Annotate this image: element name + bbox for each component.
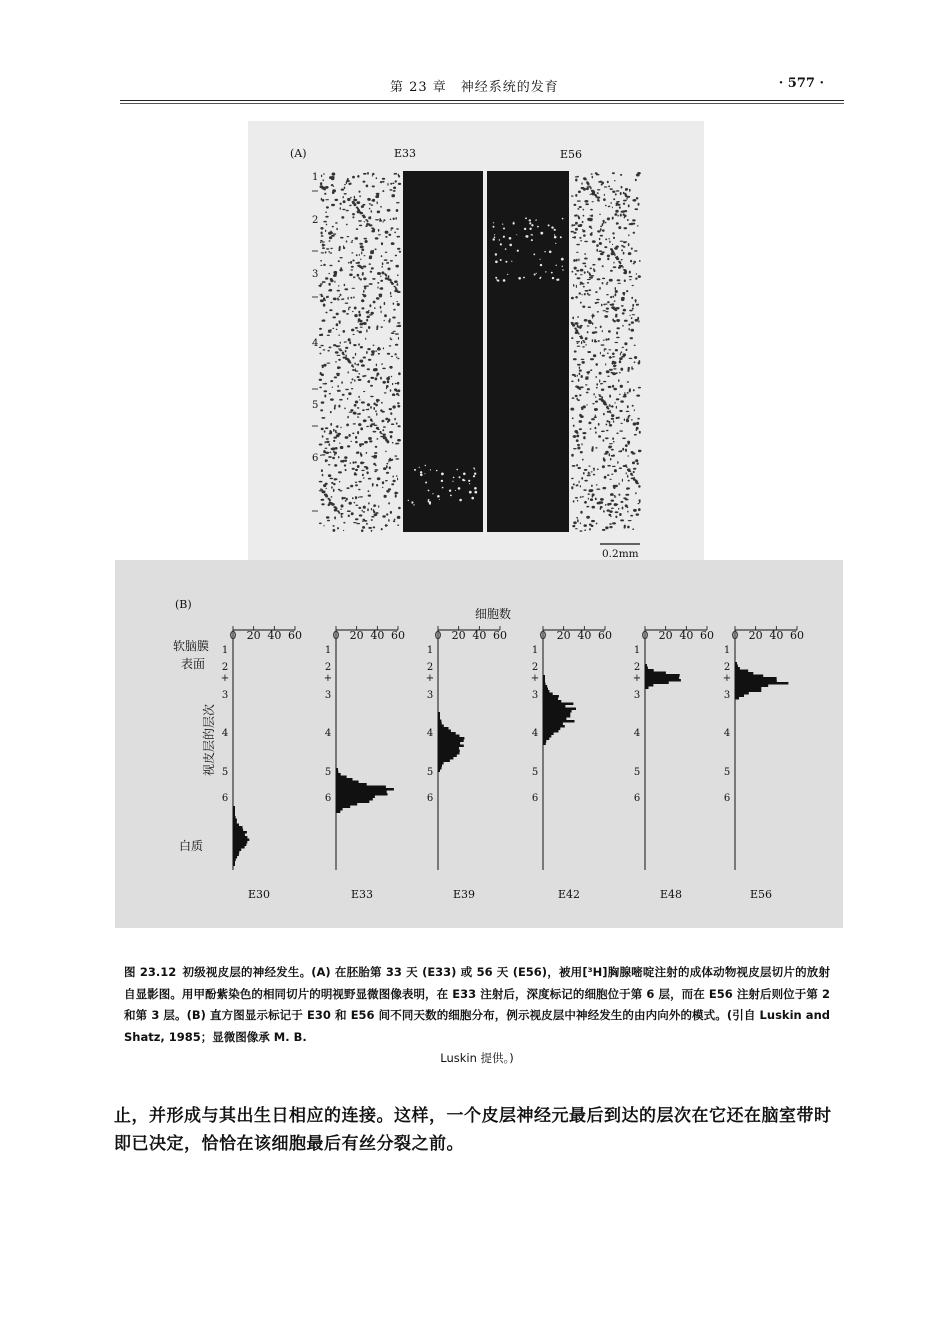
layer-label: 3 xyxy=(531,690,539,701)
histogram-bar xyxy=(438,727,449,730)
histogram-bar xyxy=(438,765,442,768)
x-tick-label: 60 xyxy=(288,629,302,642)
caption-label: 图 23.12 xyxy=(124,965,177,979)
histogram-bar xyxy=(336,773,341,776)
histogram-bar xyxy=(543,708,576,711)
histogram-bar xyxy=(543,678,545,681)
histogram-bar xyxy=(543,693,553,696)
histogram-bar xyxy=(336,808,343,811)
x-tick-label: 60 xyxy=(598,629,612,642)
histogram-e56 xyxy=(723,626,804,901)
layer-label: 6 xyxy=(633,793,641,804)
layer-label: 5 xyxy=(531,767,539,778)
histogram-bar xyxy=(543,730,559,733)
layer-tick-2: 2 xyxy=(312,215,319,226)
x-tick-label: 20 xyxy=(451,629,466,642)
histogram-bar xyxy=(543,703,573,706)
layer-label: 4 xyxy=(426,728,434,739)
layer-label: + xyxy=(220,673,230,684)
figure-a-label-e56: E56 xyxy=(560,148,583,161)
histogram-bar xyxy=(438,730,451,733)
layer-label: 6 xyxy=(324,793,332,804)
histogram-bar xyxy=(438,725,444,728)
layer-label: 3 xyxy=(221,690,229,701)
histogram-bar xyxy=(735,662,737,665)
x-tick-label: 40 xyxy=(267,629,282,642)
histogram-bar xyxy=(233,821,237,824)
page-number: · 577 · xyxy=(778,76,824,91)
histogram-bar xyxy=(336,798,373,801)
histogram-bar xyxy=(735,697,739,700)
histogram-bar xyxy=(438,770,440,773)
layer-label: 1 xyxy=(324,645,332,656)
layer-label: + xyxy=(632,673,642,684)
histogram-bar xyxy=(543,740,546,743)
layer-label: 5 xyxy=(426,767,434,778)
figure-caption xyxy=(124,962,830,1070)
histogram-bar xyxy=(543,718,566,721)
histogram-bar xyxy=(336,803,357,806)
x-tick-label: 40 xyxy=(472,629,487,642)
histogram-bar xyxy=(735,687,761,690)
series-label-e39: E39 xyxy=(452,888,476,901)
histogram-bar xyxy=(233,864,235,867)
histogram-bar xyxy=(543,680,545,683)
histogram-bar xyxy=(543,698,558,701)
layer-label: 1 xyxy=(426,645,434,656)
x-tick-label: 0 xyxy=(539,629,547,642)
autoradiograph-e33 xyxy=(403,171,483,532)
histogram-bar xyxy=(543,728,560,731)
histogram-bar xyxy=(438,715,440,718)
layer-tick-1: 1 xyxy=(312,172,319,183)
histogram-bar xyxy=(336,776,347,779)
x-tick-label: 20 xyxy=(658,629,673,642)
histogram-bar xyxy=(336,796,375,799)
histogram-bar xyxy=(336,791,387,794)
histogram-bar xyxy=(645,679,681,682)
histogram-bar xyxy=(735,695,744,698)
figure-a-micrograph xyxy=(248,121,704,560)
histogram-e30 xyxy=(221,626,302,901)
caption-last-line: Luskin 提供。) xyxy=(440,1051,514,1065)
page-header xyxy=(120,76,844,100)
histogram-bar xyxy=(336,801,369,804)
x-tick-label: 0 xyxy=(434,629,442,642)
histogram-bar xyxy=(735,675,763,678)
x-tick-label: 20 xyxy=(556,629,571,642)
histogram-bar xyxy=(233,841,247,844)
histogram-bar xyxy=(543,723,563,726)
histogram-bar xyxy=(645,677,679,680)
header-rule-secondary xyxy=(120,103,844,104)
histogram-bar xyxy=(233,836,247,839)
histogram-bar xyxy=(543,733,554,736)
histogram-bar xyxy=(336,786,386,789)
histogram-bar xyxy=(233,814,235,817)
histogram-bar xyxy=(543,743,546,746)
x-tick-label: 0 xyxy=(332,629,340,642)
layer-label: 1 xyxy=(633,645,641,656)
layer-label: + xyxy=(323,673,333,684)
histogram-bar xyxy=(438,732,456,735)
histogram-bar xyxy=(233,861,235,864)
x-tick-label: 60 xyxy=(700,629,714,642)
histogram-bar xyxy=(543,735,551,738)
histogram-bar xyxy=(645,669,654,672)
histogram-bar xyxy=(438,767,442,770)
histogram-bar xyxy=(233,859,236,862)
layer-label: 1 xyxy=(531,645,539,656)
layer-label: 6 xyxy=(221,793,229,804)
histogram-bar xyxy=(438,722,442,725)
histogram-bar xyxy=(438,720,441,723)
histogram-bar xyxy=(438,755,457,758)
layer-label: 4 xyxy=(324,728,332,739)
layer-label: 6 xyxy=(723,793,731,804)
histogram-bar xyxy=(543,695,559,698)
x-axis-title: 细胞数 xyxy=(475,607,512,621)
histogram-bar xyxy=(233,851,239,854)
histogram-bar xyxy=(233,809,235,812)
histogram-bar xyxy=(645,674,680,677)
layer-tick-4: 4 xyxy=(312,338,319,349)
x-tick-label: 60 xyxy=(790,629,804,642)
histogram-bar xyxy=(233,811,235,814)
histogram-bar xyxy=(735,677,777,680)
histogram-bar xyxy=(735,682,788,685)
histogram-bar xyxy=(233,831,247,834)
histogram-bar xyxy=(543,700,561,703)
x-tick-label: 40 xyxy=(769,629,784,642)
layer-tick-5: 5 xyxy=(312,400,319,411)
series-label-e30: E30 xyxy=(247,888,271,901)
stained-section-left xyxy=(318,172,401,532)
x-tick-label: 0 xyxy=(731,629,739,642)
histogram-bar xyxy=(233,834,245,837)
layer-label: 6 xyxy=(426,793,434,804)
x-tick-label: 40 xyxy=(577,629,592,642)
layer-label: + xyxy=(722,673,732,684)
body-paragraph: 止，并形成与其出生日相应的连接。这样，一个皮层神经元最后到达的层次在它还在脑室带时即已决定，恰恰在该细胞最后有丝分裂之前。 xyxy=(114,1106,832,1154)
histogram-bar xyxy=(233,819,237,822)
scale-bar-label: 0.2mm xyxy=(602,548,639,560)
histogram-e42 xyxy=(531,626,612,901)
histogram-bar xyxy=(438,757,453,760)
histogram-bar xyxy=(645,672,666,675)
histogram-bar xyxy=(543,738,549,741)
x-tick-label: 0 xyxy=(641,629,649,642)
histogram-bar xyxy=(233,806,235,809)
histogram-bar xyxy=(735,690,761,693)
histogram-bar xyxy=(543,713,570,716)
histogram-bar xyxy=(233,844,246,847)
histogram-bar xyxy=(438,735,460,738)
histogram-bar xyxy=(645,667,648,670)
histogram-bar xyxy=(735,680,777,683)
layer-tick-6: 6 xyxy=(312,453,319,464)
histogram-bar xyxy=(336,811,340,814)
histogram-e39 xyxy=(426,626,507,901)
layer-label: 4 xyxy=(531,728,539,739)
layer-label: 4 xyxy=(633,728,641,739)
layer-label: + xyxy=(530,673,540,684)
autoradiograph-e56 xyxy=(487,171,569,532)
histogram-bar xyxy=(438,737,464,740)
histogram-bar xyxy=(735,692,749,695)
histogram-bar xyxy=(543,683,546,686)
histogram-bar xyxy=(336,783,367,786)
x-tick-label: 20 xyxy=(246,629,261,642)
chapter-title: 第 23 章 神经系统的发育 xyxy=(390,80,559,95)
histogram-bar xyxy=(336,771,338,774)
histogram-e33 xyxy=(324,626,405,901)
histogram-bar xyxy=(543,710,572,713)
histogram-bar xyxy=(735,670,748,673)
histogram-bar xyxy=(336,778,353,781)
histogram-bar xyxy=(735,672,753,675)
histogram-bar xyxy=(543,725,565,728)
layer-label: 6 xyxy=(531,793,539,804)
histogram-bar xyxy=(543,705,565,708)
layer-label: 3 xyxy=(633,690,641,701)
histogram-bar xyxy=(233,846,245,849)
histogram-e48 xyxy=(633,626,714,901)
figure-b-panel-label: (B) xyxy=(175,598,192,611)
series-label-e48: E48 xyxy=(659,888,683,901)
histogram-bar xyxy=(336,806,350,809)
layer-label: + xyxy=(425,673,435,684)
layer-label: 5 xyxy=(221,767,229,778)
histogram-bar xyxy=(233,856,237,859)
x-tick-label: 20 xyxy=(748,629,763,642)
histogram-bar xyxy=(233,826,243,829)
x-tick-label: 40 xyxy=(679,629,694,642)
histogram-bar xyxy=(438,752,460,755)
histogram-bar xyxy=(438,747,459,750)
layer-tick-3: 3 xyxy=(312,269,319,280)
histogram-bar xyxy=(438,742,460,745)
layer-label: 3 xyxy=(324,690,332,701)
series-label-e33: E33 xyxy=(350,888,374,901)
layer-label: 5 xyxy=(324,767,332,778)
layer-label: 5 xyxy=(633,767,641,778)
histogram-bar xyxy=(438,712,440,715)
layer-label: 2 xyxy=(633,662,641,673)
x-tick-label: 60 xyxy=(391,629,405,642)
layer-label: 5 xyxy=(723,767,731,778)
histogram-bar xyxy=(735,665,738,668)
histogram-bar xyxy=(438,762,444,765)
x-tick-label: 0 xyxy=(229,629,237,642)
pia-label-line2: 表面 xyxy=(181,657,206,671)
histogram-bar xyxy=(233,829,243,832)
histogram-bar xyxy=(543,690,549,693)
histogram-bar xyxy=(645,664,647,667)
x-tick-label: 40 xyxy=(370,629,385,642)
histogram-bar xyxy=(336,788,394,791)
histogram-bar xyxy=(438,760,450,763)
layer-label: 3 xyxy=(426,690,434,701)
histogram-bar xyxy=(735,685,768,688)
histogram-bar xyxy=(336,768,338,771)
figure-a-label-e33: E33 xyxy=(394,147,417,160)
histogram-bar xyxy=(438,740,464,743)
histogram-bar xyxy=(233,849,241,852)
x-tick-label: 60 xyxy=(493,629,507,642)
histogram-bar xyxy=(645,687,649,690)
histogram-bar xyxy=(543,715,570,718)
layer-label: 1 xyxy=(221,645,229,656)
histogram-bar xyxy=(438,745,464,748)
histogram-bar xyxy=(233,839,249,842)
layer-label: 3 xyxy=(723,690,731,701)
histogram-bar xyxy=(543,720,575,723)
histogram-bar xyxy=(543,685,547,688)
layer-label: 2 xyxy=(324,662,332,673)
series-label-e56: E56 xyxy=(749,888,773,901)
layer-label: 4 xyxy=(221,728,229,739)
histogram-bar xyxy=(336,793,388,796)
histogram-bar xyxy=(336,781,359,784)
histogram-bar xyxy=(543,675,545,678)
histogram-bar xyxy=(645,684,653,687)
histogram-bar xyxy=(735,667,740,670)
figure-b-histograms xyxy=(115,560,843,928)
layer-label: 1 xyxy=(723,645,731,656)
x-tick-label: 20 xyxy=(349,629,364,642)
histogram-bar xyxy=(645,682,669,685)
layer-label: 2 xyxy=(221,662,229,673)
pia-label-line1: 软脑膜 xyxy=(173,639,210,653)
series-label-e42: E42 xyxy=(557,888,581,901)
layer-label: 2 xyxy=(531,662,539,673)
histogram-bar xyxy=(438,717,440,720)
stained-section-right xyxy=(570,172,641,532)
header-rule xyxy=(120,100,844,101)
y-axis-title: 视皮层的层次 xyxy=(202,703,216,777)
histogram-bar xyxy=(233,824,239,827)
histogram-bar xyxy=(438,750,460,753)
layer-label: 2 xyxy=(426,662,434,673)
histogram-bar xyxy=(233,816,236,819)
caption-text: 初级视皮层的神经发生。(A) 在胚胎第 33 天 (E33) 或 56 天 (E56)，被用[³H]胸腺嘧啶注射的成体动物视皮层切片的放射自显影图。用甲酚紫染色的相同切片的明视野显微图像表明，在 E33 注射后，深度标记的细胞位于第 6 层，而在 E56 注射后则位于第 2 和第 3 层。(B) 直方图显示标记于 E30 和 E56 间不同天数的细胞分布，例示视皮层中神经发生的由内向外的模式。(引自 Luskin and Shatz, 1985；显微图像承 M. B. xyxy=(124,965,830,1044)
white-matter-label: 白质 xyxy=(179,839,204,853)
layer-label: 2 xyxy=(723,662,731,673)
layer-label: 4 xyxy=(723,728,731,739)
histogram-bar xyxy=(543,688,548,691)
figure-a-panel-label: (A) xyxy=(290,147,307,160)
histogram-bar xyxy=(233,854,239,857)
